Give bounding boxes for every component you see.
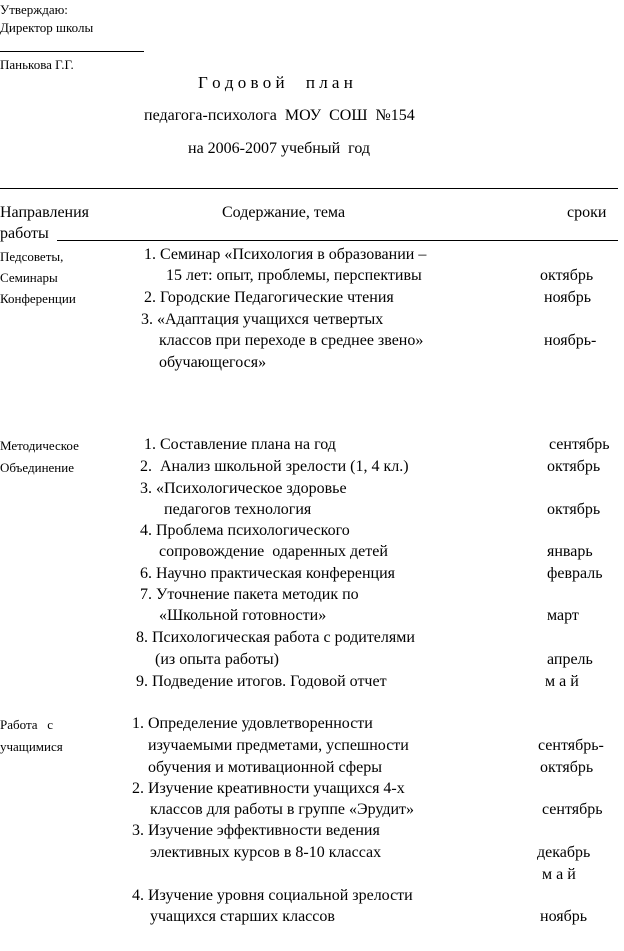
section3-date-5: м а й	[542, 866, 576, 883]
section2-direction-2: Объединение	[0, 460, 74, 475]
approval-label: Утверждаю:	[0, 2, 68, 17]
header-directions: Направления	[0, 204, 90, 221]
section1-item-3b: классов при переходе в среднее звено»	[159, 332, 424, 349]
section3-item-2b: классов для работы в группе «Эрудит»	[150, 801, 415, 818]
approval-name: Панькова Г.Г.	[0, 57, 74, 72]
section3-date-1: сентябрь-	[538, 737, 604, 754]
section1-date-2: ноябрь	[544, 289, 592, 306]
table-top-rule	[0, 188, 618, 189]
section1-date-1: октябрь	[540, 267, 594, 284]
section2-date-3: октябрь	[547, 501, 601, 518]
section2-date-5: февраль	[547, 565, 603, 582]
section1-direction-2: Семинары	[0, 270, 58, 285]
header-dates: сроки	[567, 204, 607, 221]
section1-item-2: 2. Городские Педагогические чтения	[144, 289, 394, 306]
header-work: работы	[0, 225, 49, 242]
section3-item-1b: изучаемыми предметами, успешности	[148, 737, 409, 754]
section1-direction-3: Конференции	[0, 291, 76, 306]
section2-date-1: сентябрь	[549, 436, 610, 453]
section2-date-8: м а й	[545, 673, 579, 690]
header-content: Содержание, тема	[222, 204, 346, 221]
plan-subtitle: педагога-психолога МОУ СОШ №154	[144, 107, 415, 124]
section3-date-4: декабрь	[537, 844, 591, 861]
section3-item-1a: 1. Определение удовлетворенности	[132, 715, 373, 732]
plan-title: Г о д о в о й п л а н	[198, 73, 353, 92]
section1-item-3a: 3. «Адаптация учащихся четвертых	[141, 311, 384, 328]
section1-date-3: ноябрь-	[544, 332, 597, 349]
section2-item-3a: 3. «Психологическое здоровье	[140, 480, 347, 497]
table-header-rule	[57, 240, 618, 241]
section2-date-2: октябрь	[547, 458, 601, 475]
section2-item-8b: (из опыта работы)	[155, 651, 279, 668]
section2-item-1: 1. Составление плана на год	[144, 436, 336, 453]
section1-direction-1: Педсоветы,	[0, 249, 64, 264]
signature-line	[0, 51, 144, 52]
section2-date-4: январь	[547, 543, 593, 560]
section3-item-2a: 2. Изучение креативности учащихся 4-х	[132, 780, 405, 797]
section2-item-4b: сопровождение одаренных детей	[159, 543, 388, 560]
section3-item-3a: 3. Изучение эффективности ведения	[132, 822, 380, 839]
section2-item-4a: 4. Проблема психологического	[140, 522, 350, 539]
section1-item-3c: обучающегося»	[159, 354, 267, 371]
section2-item-6: 6. Научно практическая конференция	[140, 565, 396, 582]
approval-position: Директор школы	[0, 20, 94, 35]
section3-date-3: сентябрь	[542, 801, 603, 818]
section3-item-4b: учащихся старших классов	[150, 908, 335, 925]
section3-direction-2: учащимися	[0, 739, 63, 754]
section2-direction-1: Методическое	[0, 438, 79, 453]
section2-item-7b: «Школьной готовности»	[159, 607, 327, 624]
section2-item-7a: 7. Уточнение пакета методик по	[140, 586, 359, 603]
section2-item-2: 2. Анализ школьной зрелости (1, 4 кл.)	[140, 458, 409, 475]
section2-date-6: март	[547, 607, 579, 624]
section3-date-6: ноябрь	[540, 908, 588, 925]
section1-item-1b: 15 лет: опыт, проблемы, перспективы	[166, 267, 422, 284]
section2-item-8a: 8. Психологическая работа с родителями	[136, 629, 415, 646]
section1-item-1a: 1. Семинар «Психология в образовании –	[144, 246, 427, 263]
section3-item-3b: элективных курсов в 8-10 классах	[150, 844, 382, 861]
section3-item-1c: обучения и мотивационной сферы	[148, 759, 382, 776]
section3-direction-1: Работа с	[0, 717, 54, 732]
plan-year: на 2006-2007 учебный год	[188, 140, 370, 157]
section2-item-3b: педагогов технология	[164, 501, 312, 518]
section2-item-9: 9. Подведение итогов. Годовой отчет	[136, 673, 387, 690]
section2-date-7: апрель	[547, 651, 593, 668]
section3-date-2: октябрь	[540, 759, 594, 776]
section3-item-4a: 4. Изучение уровня социальной зрелости	[132, 887, 413, 904]
